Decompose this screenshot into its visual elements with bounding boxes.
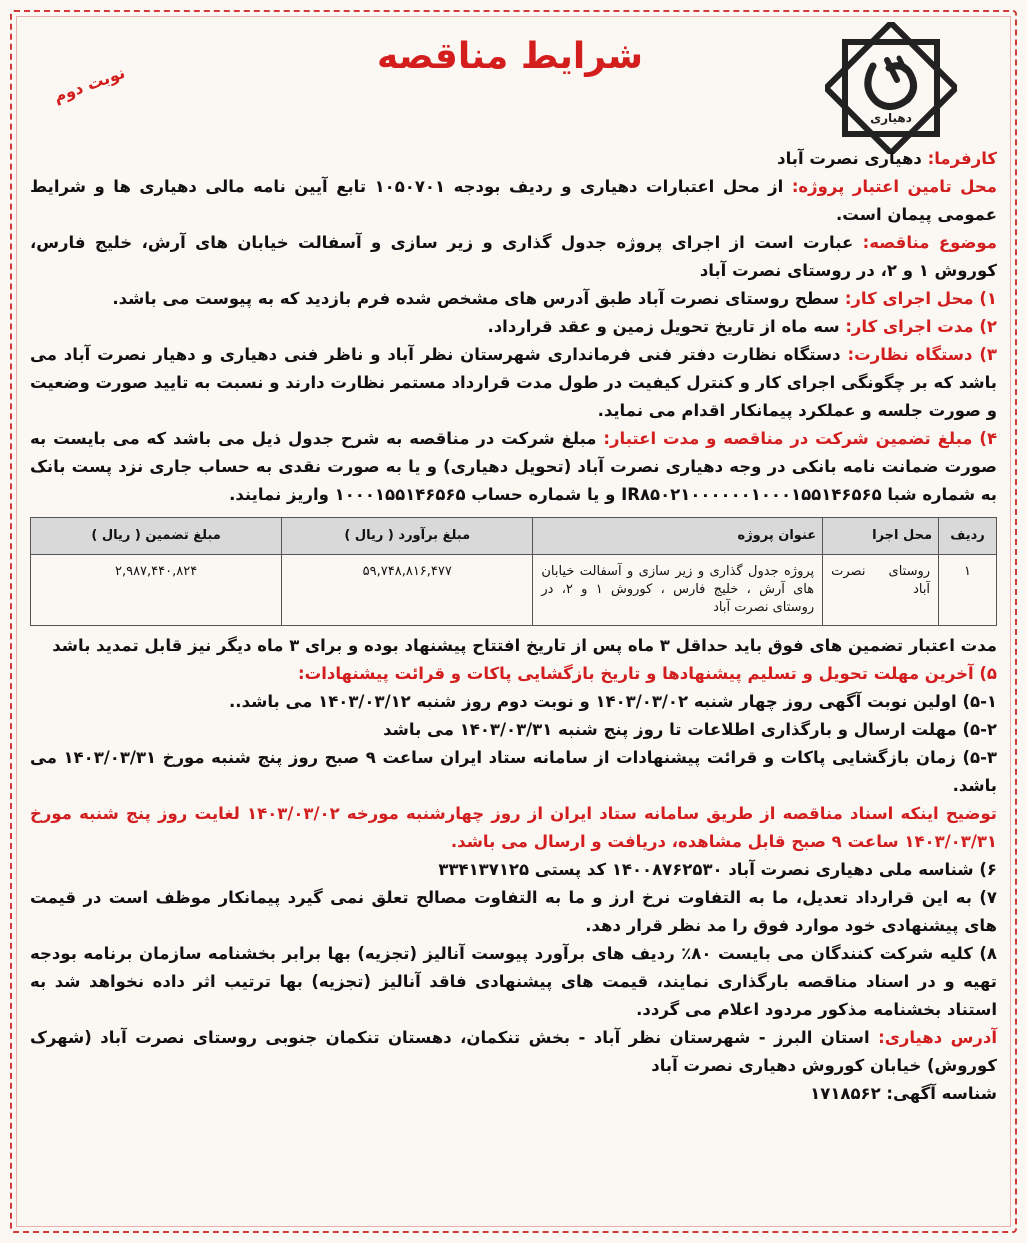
item-3-value: دستگاه نظارت دفتر فنی فرمانداری شهرستان نظر آباد و ناظر فنی دهیاری و دهیار نصرت آباد می باشد که بر چگونگی اجرای کار و کنترل کیفیت در طول مدت قرارداد مستمر نظارت دارند و نسبت به تایید صورت وضعیت و صورت جلسه و عملکرد پیمانکار اقدام می نماید. (30, 345, 997, 420)
item-2-value: سه ماه از تاریخ تحویل زمین و عقد قرارداد. (487, 317, 840, 336)
item-3-label: ۳) دستگاه نظارت: (847, 345, 997, 364)
cell-row: ۱ (939, 555, 997, 626)
subject-value: عبارت است از اجرای پروژه جدول گذاری و زیر سازی و آسفالت خیابان های آرش، خلیج فارس، کوروش ۱ و ۲، در روستای نصرت آباد (30, 233, 997, 280)
item-1-label: ۱) محل اجرای کار: (844, 289, 997, 308)
funding-line (30, 173, 997, 229)
item-4 (30, 425, 997, 509)
item-4-label: ۴) مبلغ تضمین شرکت در مناقصه و مدت اعتبار: (603, 429, 998, 448)
deadline-3: ۵-۳) زمان بازگشایی پاکات و قرائت پیشنهادات از سامانه ستاد ایران ساعت ۹ صبح روز پنج شنبه مورخ ۱۴۰۳/۰۳/۳۱ می باشد. (30, 748, 998, 795)
adjustment-line: ۷) به این قرارداد تعدیل، ما به التفاوت نرخ ارز و ما به التفاوت مصالح تعلق نمی گیرد پیمانکار موظف است در قیمت های پیشنهادی خود موارد فوق را مد نظر قرار دهد. (30, 888, 997, 935)
item-2 (30, 313, 997, 341)
table-row (31, 555, 997, 626)
item-2-label: ۲) مدت اجرای کار: (845, 317, 997, 336)
funding-label: محل تامین اعتبار پروژه: (791, 177, 997, 196)
cell-place: روستای نصرت آباد (823, 555, 939, 626)
employer-value: دهیاری نصرت آباد (777, 149, 922, 168)
subject-line (30, 229, 997, 285)
address-label: آدرس دهیاری: (878, 1028, 997, 1047)
col-header-place: محل اجرا (823, 518, 939, 555)
page-title: شرایط مناقصه (376, 36, 644, 77)
note-line: توضیح اینکه اسناد مناقصه از طریق سامانه ستاد ایران از روز چهارشنبه مورخه ۱۴۰۳/۰۳/۰۲ لغایت روز پنج شنبه مورخ ۱۴۰۳/۰۳/۳۱ ساعت ۹ صبح قابل مشاهده، دریافت و ارسال می باشد. (30, 804, 997, 851)
col-header-row: ردیف (939, 518, 997, 555)
deadline-heading: ۵) آخرین مهلت تحویل و تسلیم پیشنهادها و تاریخ بازگشایی پاکات و قرائت پیشنهادات: (298, 664, 997, 683)
col-header-title: عنوان پروژه (533, 518, 823, 555)
logo-text: دهیاری (870, 111, 912, 125)
analysis-line: ۸) کلیه شرکت کنندگان می بایست ۸۰٪ ردیف های برآورد پیوست آنالیز (تجزیه) بها برابر بخشنامه سازمان برنامه بودجه تهیه و در اسناد مناقصه بارگذاری نمایند، قیمت های پیشنهادی فاقد آنالیز (تجزیه) بها ترتیب اثر داده نخواهد شد به استناد بخشنامه مذکور مردود اعلام می گردد. (30, 944, 997, 1019)
cell-title: پروژه جدول گذاری و زیر سازی و آسفالت خیابان های آرش ، خلیج فارس ، کوروش ۱ و ۲، در روستای نصرت آباد (533, 555, 823, 626)
ad-id-line: شناسه آگهی: ۱۷۱۸۵۶۲ (810, 1084, 997, 1103)
table-header-row (31, 518, 997, 555)
col-header-estimate: مبلغ برآورد ( ریال ) (282, 518, 533, 555)
address-value: استان البرز - شهرستان نظر آباد - بخش تنکمان، دهستان تنکمان جنوبی روستای نصرت آباد (شهرک کوروش) خیابان کوروش دهیاری نصرت آباد (30, 1028, 997, 1075)
col-header-guarantee: مبلغ تضمین ( ریال ) (31, 518, 282, 555)
cell-estimate: ۵۹,۷۴۸,۸۱۶,۴۷۷ (282, 555, 533, 626)
turn-badge: نوبت دوم (50, 62, 128, 107)
dehyari-logo-icon (825, 22, 957, 154)
address-line (30, 1024, 997, 1080)
tender-table (30, 517, 997, 626)
item-1-value: سطح روستای نصرت آباد طبق آدرس های مشخص شده فرم بازدید که به پیوست می باشد. (112, 289, 840, 308)
document-body (30, 145, 997, 1108)
employer-line (30, 145, 997, 173)
deadline-2: ۵-۲) مهلت ارسال و بارگذاری اطلاعات تا روز پنج شنبه ۱۴۰۳/۰۳/۳۱ می باشد (383, 720, 997, 739)
subject-label: موضوع مناقصه: (862, 233, 997, 252)
employer-label: کارفرما: (927, 149, 997, 168)
funding-value: از محل اعتبارات دهیاری و ردیف بودجه ۱۰۵۰۷۰۱ تابع آیین نامه مالی دهیاری ها و شرایط عمومی پیمان است. (30, 177, 997, 224)
validity-line: مدت اعتبار تضمین های فوق باید حداقل ۳ ماه پس از تاریخ افتتاح پیشنهاد بوده و برای ۳ ماه دیگر نیز قابل تمدید باشد (52, 636, 997, 655)
item-4-value: مبلغ شرکت در مناقصه به شرح جدول ذیل می باشد که می بایست به صورت ضمانت نامه بانکی در وجه دهیاری نصرت آباد (تحویل دهیاری) و یا به صورت نقدی به حساب جاری نزد پست بانک به شماره شبا IR۸۵۰۲۱۰۰۰۰۰۰۱۰۰۰۱۵۵۱۴۶۵۶۵ و یا شماره حساب ۱۰۰۰۱۵۵۱۴۶۵۶۵ واریز نمایند. (30, 429, 997, 504)
deadline-1: ۵-۱) اولین نوبت آگهی روز چهار شنبه ۱۴۰۳/۰۳/۰۲ و نوبت دوم روز شنبه ۱۴۰۳/۰۳/۱۲ می باشد.. (229, 692, 997, 711)
item-1 (30, 285, 997, 313)
national-id-line: ۶) شناسه ملی دهیاری نصرت آباد ۱۴۰۰۸۷۶۲۵۳۰ کد پستی ۳۳۴۱۳۷۱۲۵ (438, 860, 997, 879)
cell-guarantee: ۲,۹۸۷,۴۴۰,۸۲۴ (31, 555, 282, 626)
item-3 (30, 341, 997, 425)
